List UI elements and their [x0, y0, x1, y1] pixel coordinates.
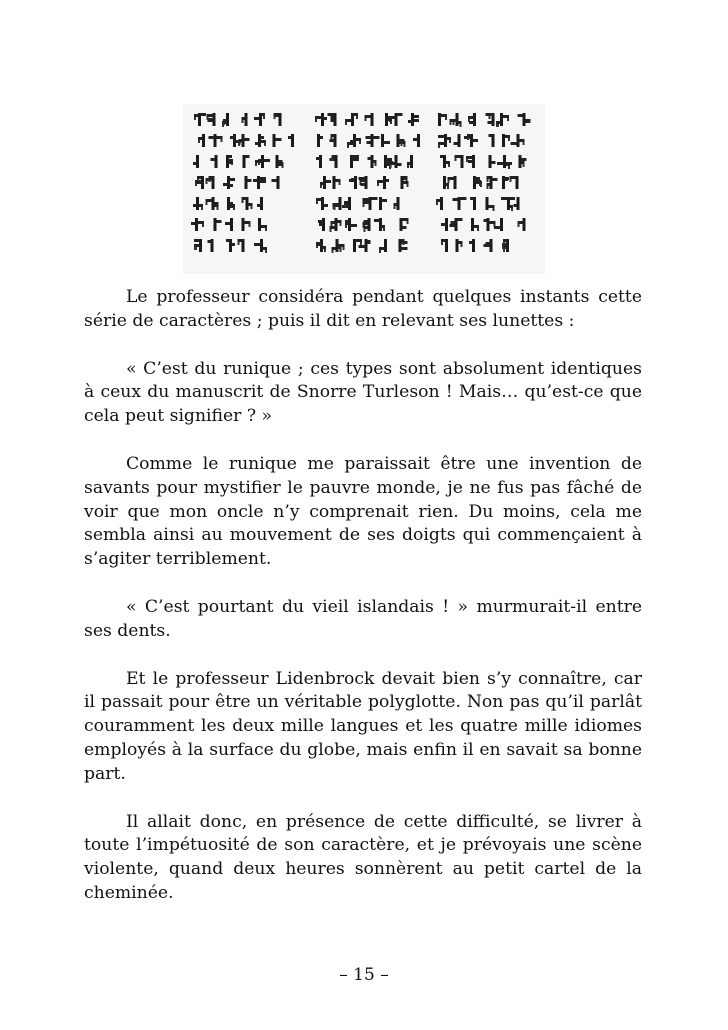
rune-glyph — [379, 197, 387, 210]
rune-glyph — [401, 176, 409, 189]
rune-glyph — [394, 197, 400, 210]
rune-glyph — [453, 197, 467, 210]
rune-glyph — [502, 134, 510, 147]
rune-glyph — [363, 197, 378, 210]
rune-glyph — [486, 197, 495, 211]
rune-glyph — [501, 197, 515, 211]
rune-glyph — [436, 197, 443, 210]
paragraph-5: Et le professeur Lidenbrock devait bien s’y connaître, car il passait pour être un véritable polyglotte. Non pas qu’il parlât couramment les deux mille langues et les quatre mille idiomes employés à la surface du globe, mais enfin il en savait sa bonne part. — [84, 668, 642, 784]
rune-glyph — [207, 113, 216, 126]
rune-glyph — [468, 113, 476, 126]
rune-glyph — [257, 197, 263, 210]
rune-glyph — [242, 197, 253, 210]
runic-inscription-image — [183, 104, 545, 274]
rune-glyph — [253, 176, 266, 189]
rune-glyph — [471, 218, 479, 231]
paragraph-3: Comme le runique me paraissait être une invention de savants pour mystifier le pauvre monde, je ne fus pas fâché de voir que mon oncle n’y comprenait rien. Du moins, cela me sembla ainsi au mouvement de ses doigts qui commençaient à s’agiter terriblement. — [84, 453, 642, 570]
rune-glyph — [464, 134, 478, 147]
rune-glyph — [497, 155, 512, 169]
runic-glyphs-icon — [183, 104, 545, 274]
rune-glyph — [441, 239, 448, 252]
rune-glyph — [274, 113, 282, 126]
rune-glyph — [211, 155, 218, 168]
rune-glyph — [194, 113, 206, 126]
rune-glyph — [191, 218, 204, 231]
rune-glyph — [365, 113, 374, 126]
rune-glyph — [510, 176, 519, 189]
rune-glyph — [413, 134, 420, 147]
rune-glyph — [486, 113, 495, 126]
rune-glyph — [450, 218, 463, 231]
rune-glyph — [193, 155, 199, 168]
rune-glyph — [407, 155, 413, 168]
rune-glyph — [317, 134, 323, 147]
rune-glyph — [487, 176, 498, 189]
rune-glyph — [208, 239, 214, 252]
rune-glyph — [400, 218, 409, 231]
paragraph-1: Le professeur considéra pendant quelques instants cette série de caractères ; puis il dit en relevant ses lunettes : — [84, 287, 642, 331]
rune-glyph — [214, 218, 222, 231]
rune-glyph — [288, 134, 294, 147]
rune-glyph — [206, 176, 215, 189]
rune-glyph — [206, 197, 219, 210]
rune-glyph — [276, 155, 284, 168]
rune-glyph — [470, 197, 476, 210]
rune-glyph — [441, 218, 448, 231]
rune-glyph — [466, 155, 475, 168]
rune-glyph — [330, 134, 337, 147]
rune-glyph — [330, 155, 338, 168]
rune-glyph — [242, 218, 251, 231]
rune-glyph — [456, 239, 463, 252]
rune-glyph — [349, 176, 357, 189]
rune-glyph — [377, 176, 389, 189]
rune-glyph — [438, 113, 447, 126]
rune-glyph — [473, 176, 482, 189]
rune-glyph — [227, 197, 235, 210]
rune-glyph — [272, 176, 280, 189]
rune-glyph — [194, 239, 202, 252]
rune-glyph — [518, 113, 531, 126]
rune-glyph — [223, 176, 235, 189]
rune-glyph — [489, 134, 495, 147]
rune-glyph — [320, 176, 331, 189]
rune-glyph — [333, 176, 341, 189]
body-text — [84, 286, 642, 930]
rune-glyph — [316, 197, 328, 210]
rune-glyph — [316, 239, 326, 252]
rune-glyph — [454, 134, 461, 147]
rune-glyph — [408, 113, 419, 126]
rune-glyph — [455, 155, 464, 168]
rune-glyph — [328, 113, 337, 126]
rune-glyph — [342, 197, 351, 210]
rune-glyph — [385, 113, 392, 126]
rune-glyph — [368, 155, 377, 168]
rune-glyph — [254, 239, 267, 253]
rune-glyph — [226, 239, 235, 252]
rune-glyph — [243, 155, 250, 168]
rune-glyph — [350, 155, 359, 168]
rune-glyph — [381, 134, 390, 147]
rune-glyph — [239, 134, 250, 147]
rune-glyph — [332, 239, 345, 253]
rune-glyph — [374, 218, 385, 231]
rune-glyph — [238, 239, 245, 252]
rune-glyph — [511, 134, 525, 147]
rune-glyph — [193, 197, 203, 210]
rune-glyph — [496, 113, 509, 127]
rune-glyph — [242, 113, 248, 126]
rune-glyph — [226, 155, 233, 168]
rune-glyph — [209, 134, 223, 147]
rune-glyph — [502, 239, 509, 252]
paragraph-6: Il allait donc, en présence de cette difficulté, se livrer à toute l’impétuosité de son caractère, et je prévoyais une scène violente, quand deux heures sonnèrent au petit cartel de la cheminée. — [84, 811, 642, 903]
rune-glyph — [258, 218, 267, 231]
rune-glyph — [255, 155, 270, 168]
paragraph-2: « C’est du runique ; ces types sont absolument identiques à ceux du manuscrit de Snorre Turleson ! Mais… qu’est-ce que cela peut signifier ? » — [84, 358, 642, 427]
rune-glyph — [484, 218, 496, 231]
rune-glyph — [330, 218, 342, 232]
rune-glyph — [379, 239, 387, 253]
rune-glyph — [222, 113, 229, 127]
rune-glyph — [489, 155, 496, 168]
rune-glyph — [438, 134, 451, 148]
rune-glyph — [195, 176, 204, 189]
rune-glyph — [316, 155, 322, 168]
paragraph-4: « C’est pourtant du vieil islandais ! » murmurait-il entre ses dents. — [84, 596, 642, 641]
rune-glyph — [518, 218, 526, 231]
rune-glyph — [469, 239, 475, 252]
rune-glyph — [450, 113, 462, 127]
rune-glyph — [315, 113, 327, 126]
rune-glyph — [225, 218, 233, 231]
rune-glyph — [399, 239, 408, 252]
rune-glyph — [347, 134, 361, 148]
rune-glyph — [397, 134, 406, 147]
rune-glyph — [318, 218, 325, 231]
rune-glyph — [359, 176, 368, 189]
rune-glyph — [245, 176, 252, 189]
rune-glyph — [345, 218, 357, 231]
rune-glyph — [484, 239, 493, 252]
rune-glyph — [502, 176, 509, 189]
rune-glyph — [363, 218, 371, 232]
rune-glyph — [519, 155, 527, 168]
rune-glyph — [366, 134, 380, 147]
rune-glyph — [333, 197, 342, 210]
rune-glyph — [198, 134, 205, 147]
rune-glyph — [254, 113, 265, 126]
rune-glyph — [273, 134, 282, 147]
page-number: – 15 – — [339, 965, 389, 985]
rune-glyph — [255, 134, 266, 147]
rune-glyph — [345, 113, 358, 126]
rune-glyph — [440, 155, 450, 168]
